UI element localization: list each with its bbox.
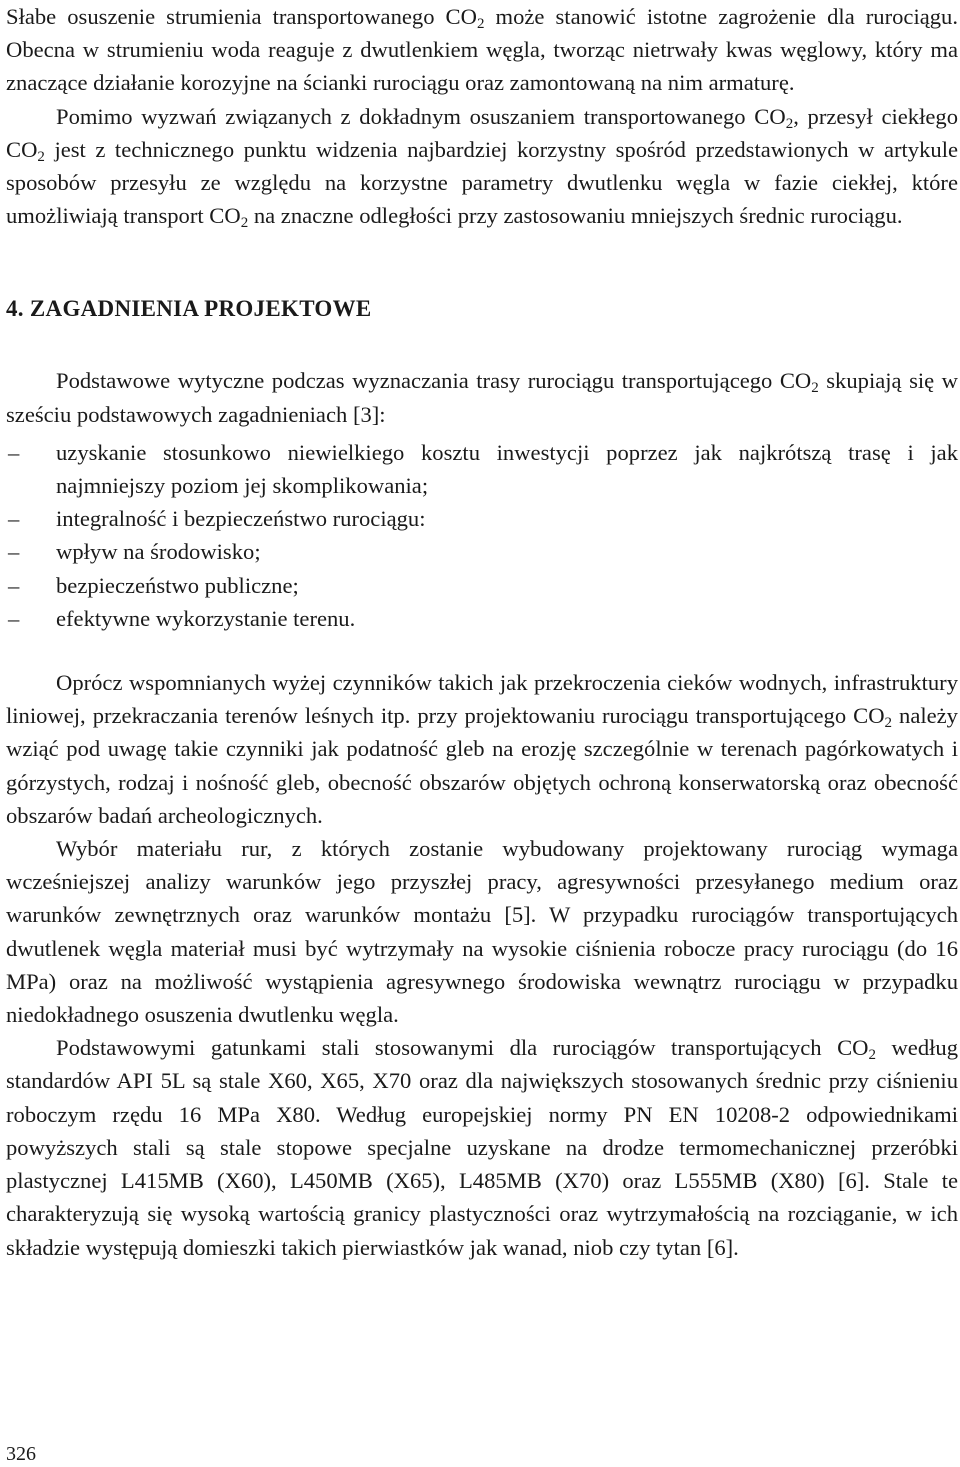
subscript: 2 [37, 148, 45, 165]
text-run: jest z technicznego punktu widzenia najbardziej korzystny spośród przedstawionych w artykule sposobów przesyłu ze względu na korzystne parametry dwutlenku węgla w fazie ciekłej, które umożliwiają transport CO [6, 136, 958, 229]
text-run: Podstawowe wytyczne podczas wyznaczania trasy rurociągu transportującego CO [56, 368, 812, 394]
list-item-text: uzyskanie stosunkowo niewielkiego kosztu inwestycji poprzez jak najkrótszą trasę i jak najmniejszy poziom jej skomplikowania; [56, 439, 958, 499]
subscript: 2 [476, 16, 485, 32]
text-run: Oprócz wspomnianych wyżej czynników takich jak przekroczenia cieków wodnych, infrastruktury liniowej, przekraczania terenów leśnych itp. przy projektowaniu rurociągu transportującego CO [6, 670, 958, 729]
text-run: skupiają się w sześciu podstawowych zagadnieniach [3]: [6, 368, 959, 427]
subscript: 2 [811, 380, 819, 397]
list-item-text: integralność i bezpieczeństwo rurociągu: [56, 506, 426, 532]
subscript: 2 [884, 715, 893, 732]
paragraph-steel-grades [6, 1031, 958, 1263]
subscript: 2 [785, 115, 794, 132]
dash-bullet: – [8, 439, 20, 465]
paragraph-additional-factors [6, 666, 958, 832]
list-item [6, 502, 958, 535]
text-run: Pomimo wyzwań związanych z dokładnym osuszaniem transportowanego CO [56, 103, 786, 129]
text-run: Słabe osuszenie strumienia transportowanego CO [6, 4, 477, 29]
paragraph-pipe-material: Wybór materiału rur, z których zostanie wybudowany projektowany rurociąg wymaga wcześniejszej analizy warunków jego przyszłej pracy, agresywności przesyłanego medium oraz warunków zewnętrznych oraz warunków montażu [5]. W przypadku rurociągów transportujących dwutlenek węgla materiał musi być wytrzymały na wysokie ciśnienia robocze pracy rurociągu (do 16 MPa) oraz na możliwość wystąpienia agresywnego środowiska wewnątrz rurociągu w przypadku niedokładnego osuszenia dwutlenku węgla. [6, 836, 958, 1028]
list-item [6, 436, 958, 502]
document-page [6, 0, 958, 1264]
dash-bullet: – [8, 572, 20, 598]
list-item [6, 569, 958, 602]
dash-bullet: – [8, 539, 20, 565]
dash-bullet: – [8, 605, 20, 631]
list-item [6, 535, 958, 568]
list-item-text: bezpieczeństwo publiczne; [56, 572, 299, 598]
page-number: 326 [6, 1443, 36, 1465]
paragraph-co2-drying [6, 0, 958, 100]
text-run: według standardów API 5L są stale X60, X65, X70 oraz dla największych stosowanych średnic przy ciśnieniu roboczym rzędu 16 MPa X80. Według europejskiej normy PN EN 10208-2 odpowiednikami powyższych stali są stale stopowe specjalne uzyskane na drodze termomechanicznej przeróbki plastycznej L415MB (X60), L450MB (X65), L485MB (X70) oraz L555MB (X80) [6]. Stale te charakteryzują się wysoką wartością granicy plastyczności oraz wytrzymałością na rozciąganie, w ich składzie występują domieszki takich pierwiastków jak wanad, niob czy tytan [6]. [6, 1035, 958, 1260]
subscript: 2 [868, 1047, 876, 1064]
section-heading: 4. ZAGADNIENIA PROJEKTOWE [6, 296, 372, 322]
subscript: 2 [240, 215, 249, 232]
list-item [6, 602, 958, 635]
dash-bullet: – [8, 506, 20, 532]
list-item-text: efektywne wykorzystanie terenu. [56, 605, 356, 631]
text-run: , przesył ciekłego CO [6, 103, 958, 162]
guidelines-list [6, 436, 958, 635]
paragraph-liquid-co2-transport [6, 100, 958, 233]
text-run: Podstawowymi gatunkami stali stosowanymi dla rurociągów transportujących CO [56, 1035, 869, 1061]
list-item-text: wpływ na środowisko; [56, 539, 261, 565]
text-run: może stanowić istotne zagrożenie dla rurociągu. Obecna w strumieniu woda reaguje z dwutlenkiem węgla, tworząc nietrwały kwas węglowy, który ma znaczące działanie korozyjne na ścianki rurociągu oraz zamontowaną na nim armaturę. [6, 4, 959, 96]
text-run: należy wziąć pod uwagę takie czynniki jak podatność gleb na erozję szczególnie w terenach pagórkowatych i górzystych, rodzaj i nośność gleb, obecność obszarów objętych ochroną konserwatorską oraz obecność obszarów badań archeologicznych. [6, 703, 958, 828]
paragraph-design-guidelines [6, 364, 958, 430]
text-run: na znaczne odległości przy zastosowaniu mniejszych średnic rurociągu. [248, 203, 903, 229]
